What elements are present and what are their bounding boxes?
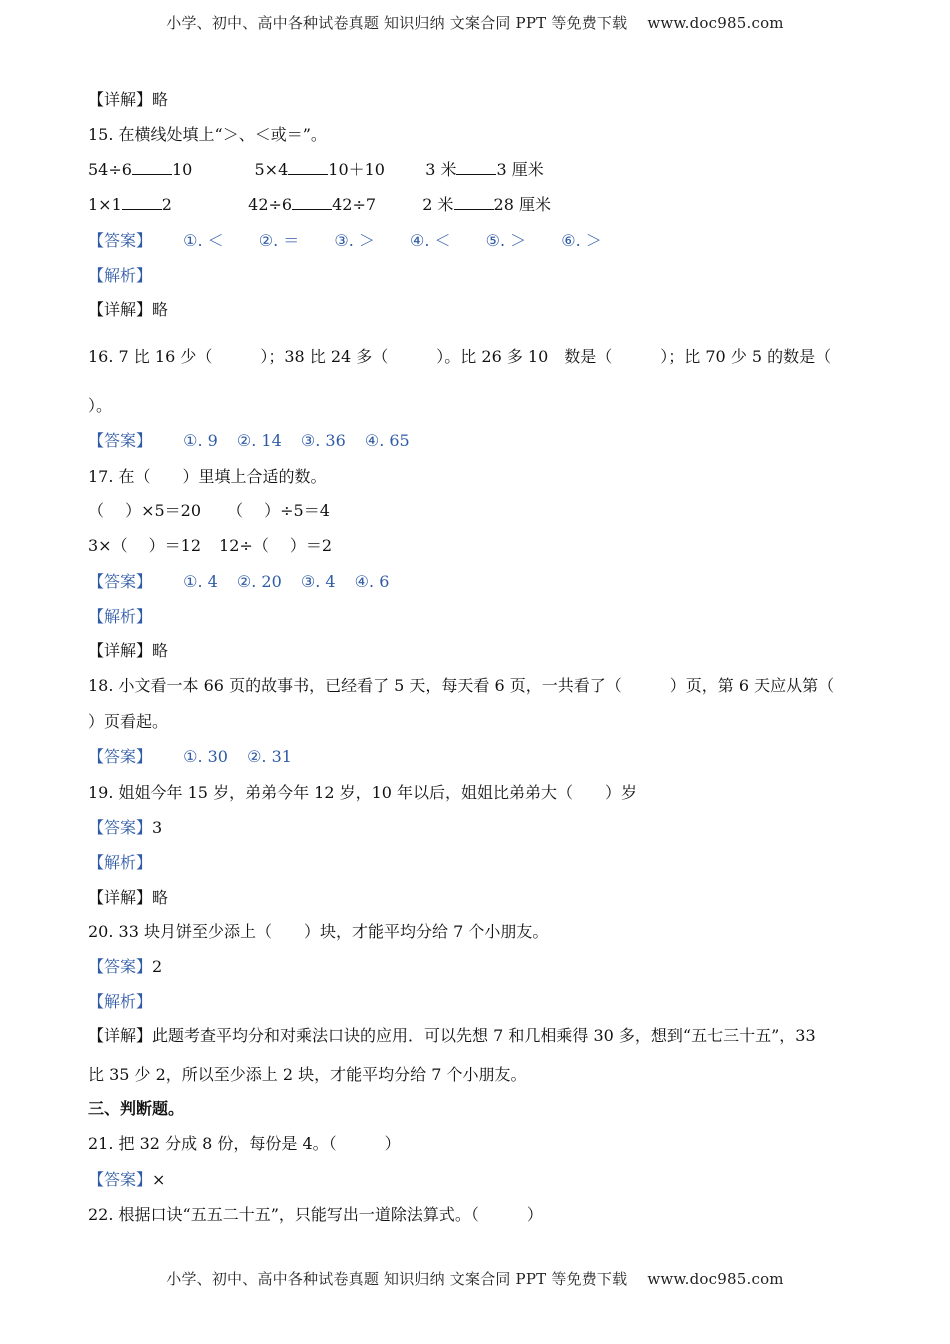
q16-answer: 【答案】 ①. 9 ②. 14 ③. 36 ④. 65 — [88, 431, 410, 450]
q17-row2: 3×（ ）＝12 12÷（ ）＝2 — [88, 536, 333, 555]
q20-detail-line1: 【详解】此题考查平均分和对乘法口诀的应用．可以先想 7 和几相乘得 30 多，想到“五七三十五”，33 — [88, 1026, 816, 1045]
footer-text: 小学、初中、高中各种试卷真题 知识归纳 文案合同 PPT 等免费下载 — [166, 1270, 628, 1288]
q15-row2: 1×1 2 42÷6 42÷7 2 米 28 厘米 — [88, 195, 551, 214]
header-text: 小学、初中、高中各种试卷真题 知识归纳 文案合同 PPT 等免费下载 — [166, 14, 628, 32]
page-footer — [0, 1268, 950, 1289]
q18-answer: 【答案】 ①. 30 ②. 31 — [88, 747, 292, 766]
page-header — [0, 12, 950, 33]
q17-analysis: 【解析】 — [88, 607, 153, 626]
q17-answer: 【答案】 ①. 4 ②. 20 ③. 4 ④. 6 — [88, 572, 390, 591]
q18-line1: 18. 小文看一本 66 页的故事书，已经看了 5 天，每天看 6 页，一共看了（ ）页，第 6 天应从第（ — [88, 676, 835, 695]
q21-title: 21. 把 32 分成 8 份，每份是 4。（ ） — [88, 1134, 401, 1153]
q20-title: 20. 33 块月饼至少添上（ ）块，才能平均分给 7 个小朋友。 — [88, 922, 549, 941]
q15-row1: 54÷6 10 5×4 10＋10 3 米 3 厘米 — [88, 160, 544, 179]
q15-title: 15. 在横线处填上“＞、＜或＝”。 — [88, 125, 327, 144]
q16-line2: ）。 — [88, 396, 113, 415]
q15-answer: 【答案】 ①. ＜ ②. ＝ ③. ＞ ④. ＜ ⑤. ＞ ⑥. ＞ — [88, 231, 602, 250]
q15-analysis: 【解析】 — [88, 266, 153, 285]
q17-detail: 【详解】略 — [88, 641, 169, 660]
q19-title: 19. 姐姐今年 15 岁，弟弟今年 12 岁，10 年以后，姐姐比弟弟大（ ）岁 — [88, 783, 638, 802]
q16-line1: 16. 7 比 16 少（ ）；38 比 24 多（ ）。比 26 多 10 数是（ ）；比 70 少 5 的数是（ — [88, 347, 832, 366]
section-heading: 三、判断题。 — [88, 1099, 185, 1118]
q20-answer: 【答案】2 — [88, 957, 163, 976]
q20-analysis: 【解析】 — [88, 992, 153, 1011]
q22-title: 22. 根据口诀“五五二十五”，只能写出一道除法算式。（ ） — [88, 1205, 543, 1224]
q20-detail-line2: 比 35 少 2，所以至少添上 2 块，才能平均分给 7 个小朋友。 — [88, 1065, 527, 1084]
header-url: www.doc985.com — [647, 14, 784, 32]
q15-detail: 【详解】略 — [88, 300, 169, 319]
q14-detail: 【详解】略 — [88, 90, 169, 109]
q21-answer: 【答案】× — [88, 1170, 166, 1189]
q19-analysis: 【解析】 — [88, 853, 153, 872]
q18-line2: ）页看起。 — [88, 712, 169, 731]
q19-detail: 【详解】略 — [88, 888, 169, 907]
q17-row1: （ ）×5＝20 （ ）÷5＝4 — [88, 501, 330, 520]
q17-title: 17. 在（ ）里填上合适的数。 — [88, 467, 327, 486]
q19-answer: 【答案】3 — [88, 818, 163, 837]
footer-url: www.doc985.com — [647, 1270, 784, 1288]
